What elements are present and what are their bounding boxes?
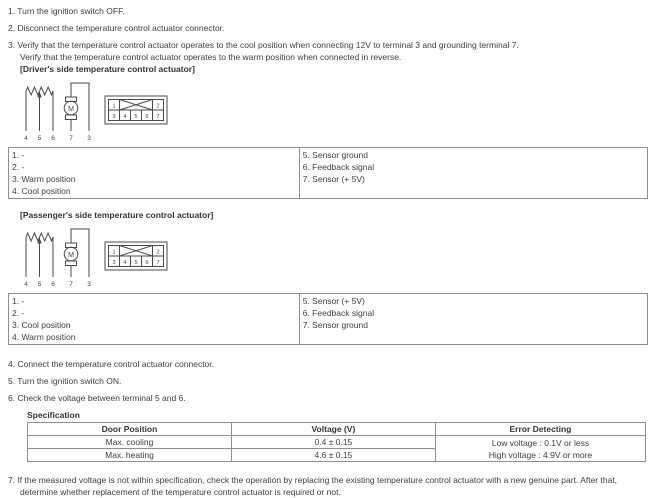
table-row (9, 148, 648, 199)
connector-pin-1: 1 (112, 103, 116, 110)
column-header-voltage: Voltage (V) (231, 423, 435, 436)
pin-item: 5. Sensor ground (302, 150, 368, 160)
pin-item: 1. - (12, 296, 25, 306)
pin-item: 6. Feedback signal (302, 162, 375, 172)
step-5: 5. Turn the ignition switch ON. (8, 376, 122, 386)
connector-pin-5: 5 (134, 114, 138, 120)
connector-pin-6: 6 (145, 260, 149, 266)
passenger-pin-table (8, 293, 648, 345)
motor-label: M (68, 251, 74, 259)
error-detecting-high: High voltage : 4.9V or more (488, 449, 593, 460)
door-position-cell: Max. heating (28, 449, 232, 462)
error-detecting-low: Low voltage : 0.1V or less (491, 437, 590, 448)
driver-pin-table (8, 147, 648, 199)
terminal-label-5: 5 (37, 281, 42, 288)
column-header-error-detecting: Error Detecting (435, 423, 645, 436)
connector-pin-5: 5 (134, 260, 138, 266)
terminal-label-4: 4 (24, 135, 28, 142)
pin-item: 7. Sensor (+ 5V) (302, 174, 365, 184)
connector-pin-2: 2 (156, 103, 160, 110)
circuit-diagram-svg (13, 226, 173, 289)
step-3-line-1: 3. Verify that the temperature control actuator operates to the cool position when connecting 12V to terminal 3 and grounding terminal 7. (8, 40, 519, 50)
voltage-cell: 0.4 ± 0.15 (231, 436, 435, 449)
terminal-label-5: 5 (37, 135, 42, 142)
table-row (28, 436, 646, 449)
specification-table (27, 422, 646, 462)
connector-pin-3: 3 (112, 114, 116, 120)
pin-item: 3. Cool position (12, 320, 71, 330)
terminal-label-7: 7 (69, 281, 73, 288)
connector-pin-7: 7 (156, 114, 160, 120)
terminal-labels (24, 135, 91, 142)
passenger-actuator-heading: [Passenger's side temperature control actuator] (20, 210, 214, 220)
connector-pin-4: 4 (123, 260, 127, 266)
connector-pin-2: 2 (156, 249, 160, 256)
terminal-labels (24, 281, 91, 288)
driver-pin-right-cell (299, 148, 647, 199)
pin-item: 6. Feedback signal (302, 308, 375, 318)
specification-heading: Specification (27, 410, 80, 420)
passenger-pin-left-cell (9, 294, 300, 345)
table-row (9, 294, 648, 345)
error-detecting-cell (435, 436, 645, 462)
pin-item: 4. Warm position (12, 332, 76, 342)
step-7: 7. If the measured voltage is not within specification, check the operation by replacing the existing temperature control actuator with a new genuine part. After that, determine whether replacement of the temperature control actuator is required or not. (8, 475, 618, 497)
passenger-pin-right-cell (299, 294, 647, 345)
column-header-door-position: Door Position (28, 423, 232, 436)
pin-item: 7. Sensor ground (302, 320, 368, 330)
step-1: 1. Turn the ignition switch OFF. (8, 6, 125, 16)
pin-item: 5. Sensor (+ 5V) (302, 296, 365, 306)
pin-item: 1. - (12, 150, 25, 160)
door-position-cell: Max. cooling (28, 436, 232, 449)
connector-pin-7: 7 (156, 260, 160, 266)
terminal-label-3: 3 (87, 135, 91, 142)
connector-pin-4: 4 (123, 114, 127, 120)
step-6: 6. Check the voltage between terminal 5 and 6. (8, 393, 186, 403)
terminal-label-3: 3 (87, 281, 91, 288)
step-4: 4. Connect the temperature control actuator connector. (8, 359, 215, 369)
circuit-diagram-svg (13, 80, 173, 143)
driver-actuator-heading: [Driver's side temperature control actuator] (20, 64, 195, 74)
terminal-label-6: 6 (51, 135, 55, 142)
terminal-label-7: 7 (69, 135, 73, 142)
connector-pin-1: 1 (112, 249, 116, 256)
driver-actuator-diagram (13, 80, 648, 143)
step-2: 2. Disconnect the temperature control actuator connector. (8, 23, 225, 33)
terminal-label-4: 4 (24, 281, 28, 288)
step-3 (8, 39, 648, 75)
connector-pin-6: 6 (145, 114, 149, 120)
pin-item: 4. Cool position (12, 186, 71, 196)
step-3-line-2: Verify that the temperature control actuator operates to the warm position when connected in reverse. (20, 52, 402, 62)
connector-pin-3: 3 (112, 260, 116, 266)
pin-item: 2. - (12, 162, 25, 172)
table-header-row (28, 423, 646, 436)
passenger-actuator-diagram (13, 226, 648, 289)
motor-label: M (68, 105, 74, 113)
driver-pin-left-cell (9, 148, 300, 199)
pin-item: 2. - (12, 308, 25, 318)
pin-item: 3. Warm position (12, 174, 76, 184)
terminal-label-6: 6 (51, 281, 55, 288)
voltage-cell: 4.6 ± 0.15 (231, 449, 435, 462)
